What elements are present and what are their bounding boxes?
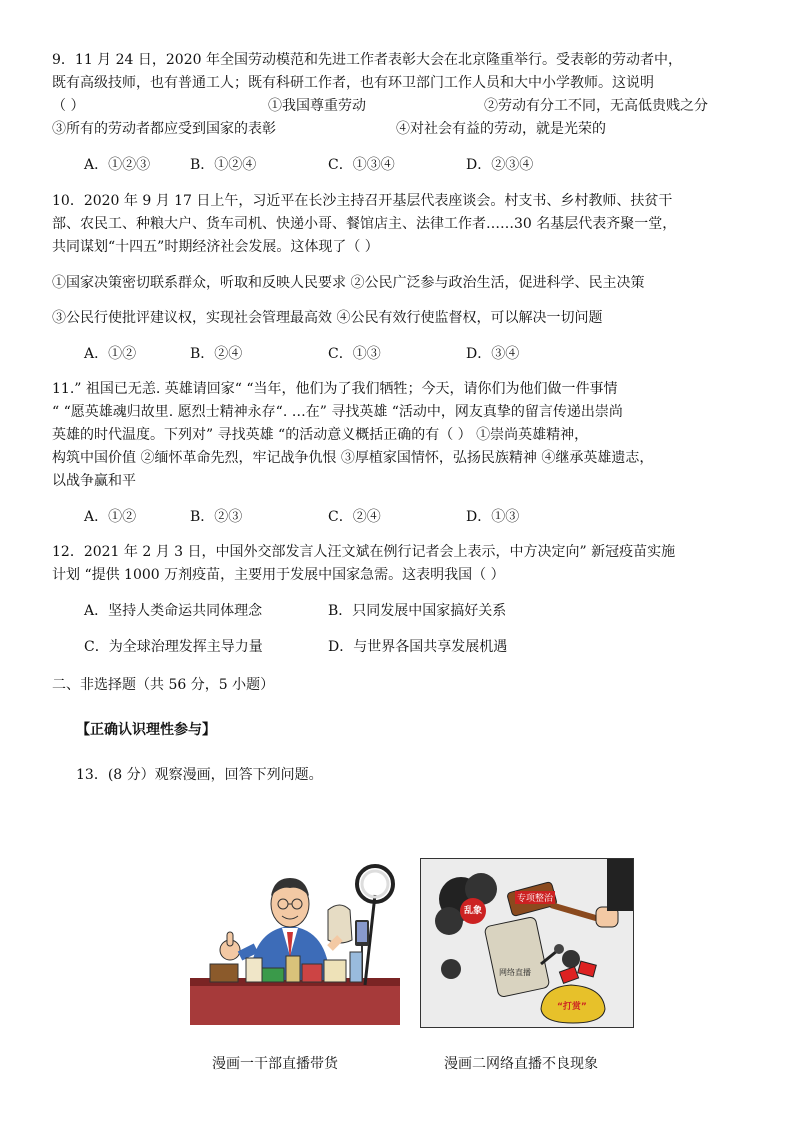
subsection-heading: 【正确认识理性参与】: [76, 722, 216, 738]
q13-prompt: 13．(8 分）观察漫画，回答下列问题。: [76, 767, 323, 783]
q10-line2: 部、农民工、种粮大户、货车司机、快递小哥、餐馆店主、法律工作者……30 名基层代表齐聚一堂，: [52, 216, 677, 232]
q10-line1: 10．2020 年 9 月 17 日上午，习近平在长沙主持召开基层代表座谈会。村支书、乡村教师、扶贫干: [52, 193, 673, 209]
q11-option-b[interactable]: B．②③: [190, 509, 243, 525]
q11-line3: 英雄的时代温度。下列对” 寻找英雄 “的活动意义概括正确的有（ ） ①崇尚英雄精神，: [52, 427, 589, 443]
q11-line4: 构筑中国价值 ②缅怀革命先烈，牢记战争仇恨 ③厚植家国情怀，弘扬民族精神 ④继承英雄遗志，: [52, 450, 654, 466]
cartoon-2-image: [421, 859, 633, 1027]
q9-line2: 既有高级技师，也有普通工人；既有科研工作者，也有环卫部门工作人员和大中小学教师。这说明: [52, 75, 654, 91]
q12-option-d[interactable]: D．与世界各国共享发展机遇: [328, 639, 508, 655]
cartoon-1-image: [190, 860, 400, 1025]
q9-option-a[interactable]: A．①②③: [84, 157, 151, 173]
q12-option-a[interactable]: A．坚持人类命运共同体理念: [84, 603, 263, 619]
q10-option-a[interactable]: A．①②: [84, 346, 137, 362]
q10-option-b[interactable]: B．②④: [190, 346, 243, 362]
q9-statement-4: ④对社会有益的劳动，就是光荣的: [396, 121, 606, 137]
q12-line2: 计划 “提供 1000 万剂疫苗，主要用于发展中国家急需。这表明我国（ ）: [52, 567, 505, 583]
q9-line1: 9．11 月 24 日，2020 年全国劳动模范和先进工作者表彰大会在北京隆重举行。受表彰的劳动者中，: [52, 52, 682, 68]
q9-blank: （ ）: [52, 98, 85, 114]
q11-line5: 以战争赢和平: [52, 473, 136, 489]
q10-option-c[interactable]: C．①③: [328, 346, 381, 362]
q9-statement-2: ②劳动有分工不同，无高低贵贱之分: [484, 98, 708, 114]
cartoon-2-frame: [420, 858, 634, 1028]
cartoon-2-tag-rectify: 专项整治: [515, 891, 555, 904]
cartoon-2-caption: 漫画二网络直播不良现象: [444, 1056, 598, 1072]
q9-statement-3: ③所有的劳动者都应受到国家的表彰: [52, 121, 276, 137]
q10-statements-1-2: ①国家决策密切联系群众，听取和反映人民要求 ②公民广泛参与政治生活，促进科学、民主决策: [52, 275, 645, 291]
q12-option-b[interactable]: B．只同发展中国家搞好关系: [328, 603, 507, 619]
q11-option-a[interactable]: A．①②: [84, 509, 137, 525]
cartoon-1-caption: 漫画一干部直播带货: [212, 1056, 338, 1072]
q12-option-c[interactable]: C．为全球治理发挥主导力量: [84, 639, 263, 655]
section-heading: 二、非选择题（共 56 分，5 小题）: [52, 677, 275, 693]
q9-statement-1: ①我国尊重劳动: [268, 98, 366, 114]
q11-option-c[interactable]: C．②④: [328, 509, 381, 525]
q10-line3: 共同谋划“十四五”时期经济社会发展。这体现了（ ）: [52, 239, 379, 255]
q12-line1: 12．2021 年 2 月 3 日，中国外交部发言人汪文斌在例行记者会上表示，中方决定向” 新冠疫苗实施: [52, 544, 676, 560]
q11-line2: “ “愿英雄魂归故里. 愿烈士精神永存“. …在” 寻找英雄 “活动中，网友真挚的留言传递出崇尚: [52, 404, 623, 420]
cartoon-2-tag-live: 网络直播: [499, 968, 531, 977]
q9-option-d[interactable]: D．②③④: [466, 157, 534, 173]
q9-option-c[interactable]: C．①③④: [328, 157, 395, 173]
q11-option-d[interactable]: D．①③: [466, 509, 520, 525]
cartoon-2-tag-tip: “打赏”: [557, 1002, 587, 1012]
q11-line1: 11.” 祖国已无恙. 英雄请回家“ “当年，他们为了我们牺牲；今天，请你们为他们做一件事情: [52, 381, 618, 397]
q10-statements-3-4: ③公民行使批评建议权，实现社会管理最高效 ④公民有效行使监督权，可以解决一切问题: [52, 310, 603, 326]
q10-option-d[interactable]: D．③④: [466, 346, 520, 362]
cartoon-2-tag-chaos: 乱象: [464, 906, 483, 916]
q9-option-b[interactable]: B．①②④: [190, 157, 257, 173]
